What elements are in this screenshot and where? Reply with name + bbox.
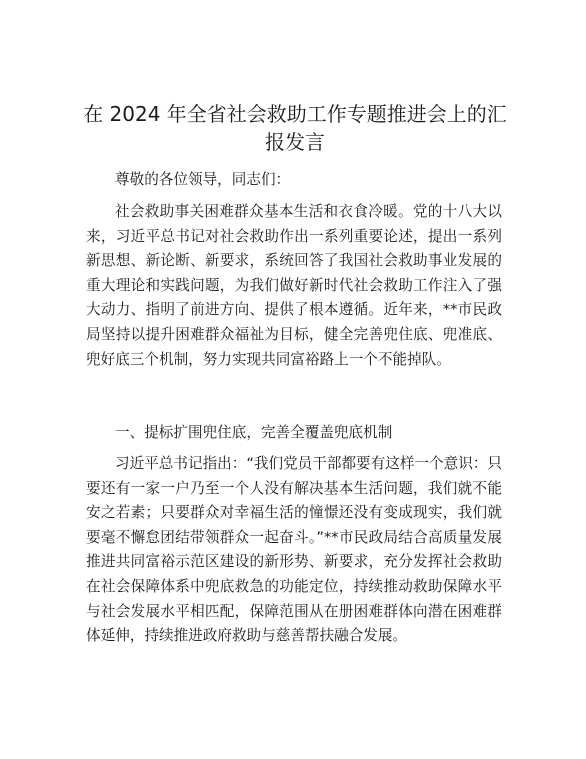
body-paragraph: 习近平总书记指出：“我们党员干部都要有这样一个意识：只要还有一家一户乃至一个人没有解决基本生活问题，我们就不能安之若素；只要群众对幸福生活的憧憬还没有变成现实，我们就要毫不懈怠团结带领群众一起奋斗。”**市民政局结合高质量发展推进共同富裕示范区建设的新形势、新要求，充分发挥社会救助在社会保障体系中兜底救急的功能定位，持续推动救助保障水平与社会发展水平相匹配，保障范围从在册困难群体向潜在困难群体延伸，持续推进政府救助与慈善帮扶融合发展。 (86, 455, 503, 645)
section-heading: 一、提标扩围兜住底，完善全覆盖兜底机制 (115, 424, 393, 441)
document-title: 在 2024 年全省社会救助工作专题推进会上的汇报发言 (83, 102, 507, 154)
salutation: 尊敬的各位领导，同志们： (115, 171, 291, 188)
body-paragraph: 社会救助事关困难群众基本生活和衣食冷暖。党的十八大以来，习近平总书记对社会救助作出一系列重要论述，提出一系列新思想、新论断、新要求，系统回答了我国社会救助事业发展的重大理论和实践问题，为我们做好新时代社会救助工作注入了强大动力、指明了前进方向、提供了根本遵循。近年来，**市民政局坚持以提升困难群众福祉为目标，健全完善兜住底、兜准底、兜好底三个机制，努力实现共同富裕路上一个不能掉队。 (86, 203, 502, 368)
